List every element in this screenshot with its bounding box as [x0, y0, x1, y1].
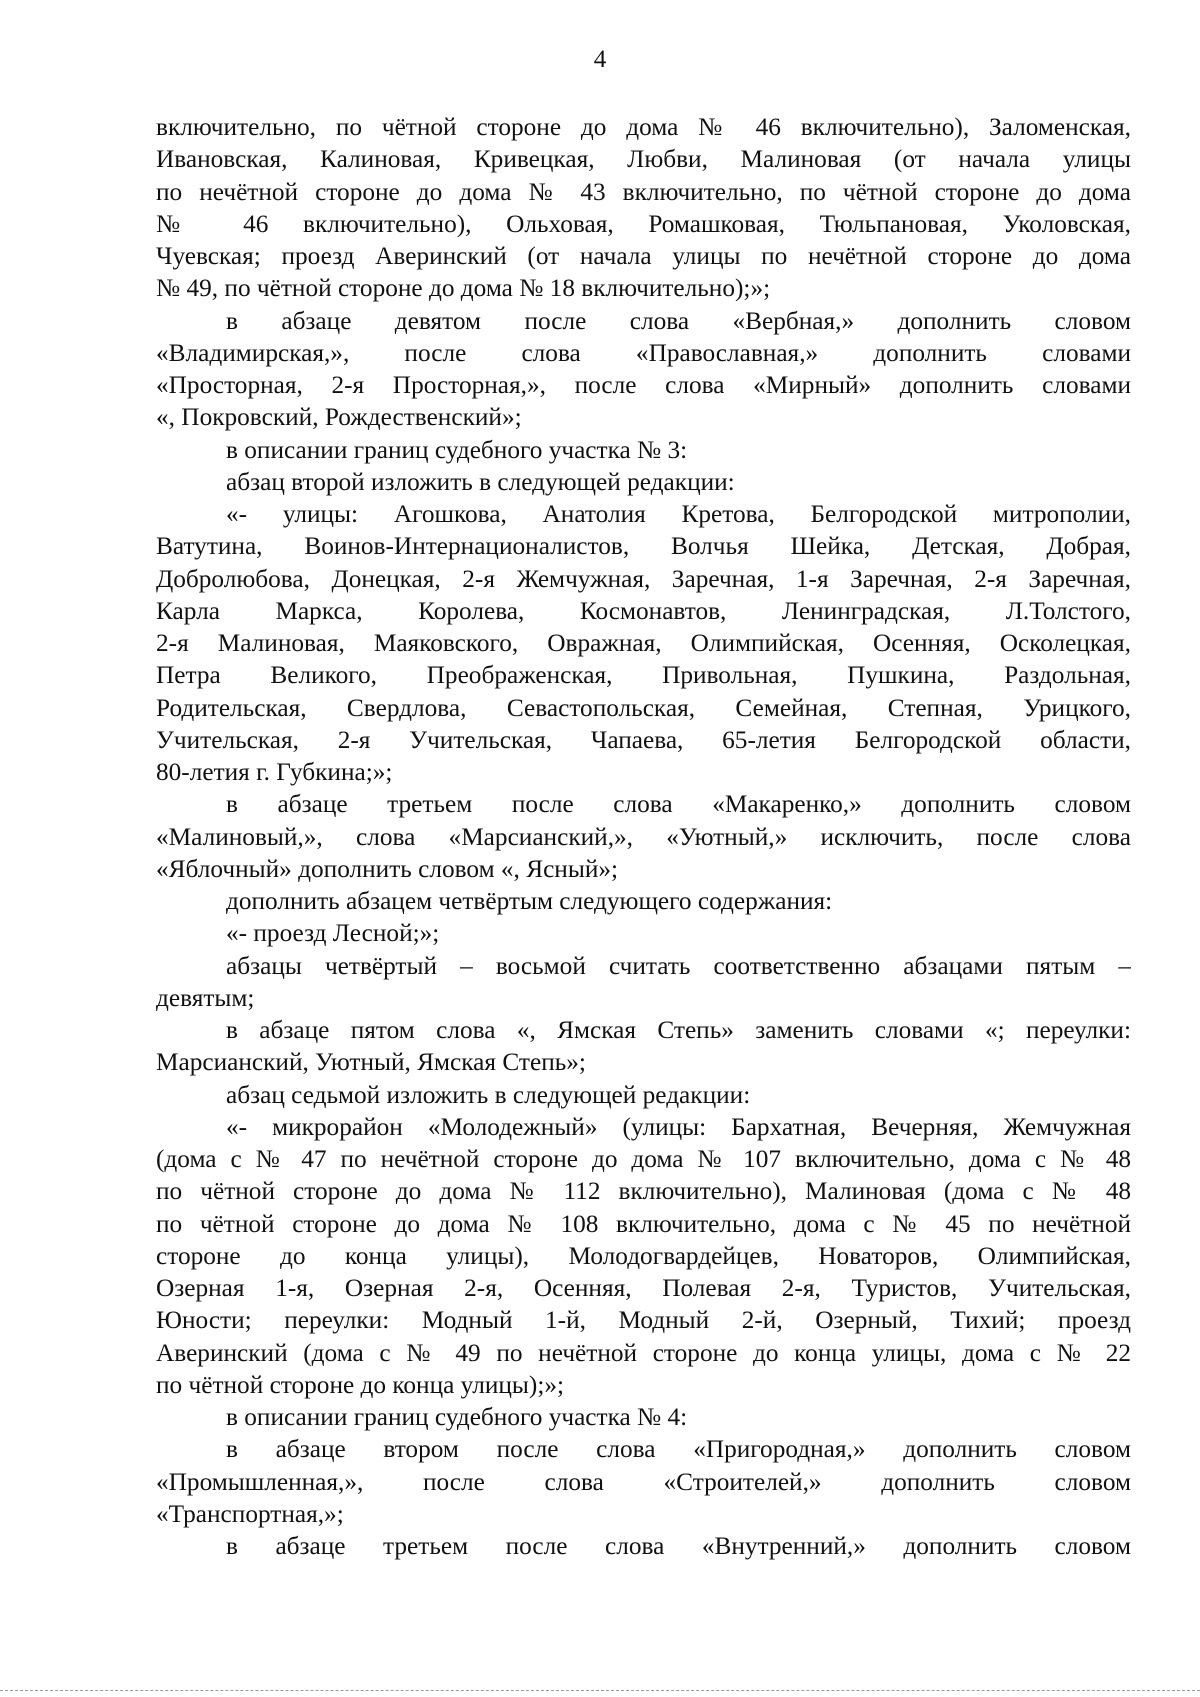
text-line: в абзаце девятом после слова «Вербная,» дополнить словом [226, 306, 1131, 335]
text-line: дополнить абзацем четвёртым следующего содержания: [226, 887, 833, 915]
text-line: абзацы четвёртый – восьмой считать соответственно абзацами пятым – [226, 951, 1131, 980]
text-line: абзац седьмой изложить в следующей редакции: [226, 1080, 751, 1109]
text-line: Ивановская, Калиновая, Кривецкая, Любви, Малиновая (от начала улицы [156, 145, 1131, 174]
scan-edge-divider [0, 1690, 1200, 1691]
text-line: Петра Великого, Преображенская, Привольная, Пушкина, Раздольная, [156, 661, 1131, 690]
text-line: в абзаце пятом слова «, Ямская Степь» заменить словами «; переулки: [226, 1016, 1131, 1044]
text-line: Марсианский, Уютный, Ямская Степь»; [156, 1048, 586, 1077]
text-line: «Малиновый,», слова «Марсианский,», «Уютный,» исключить, после слова [156, 822, 1131, 851]
page-number: 4 [593, 46, 607, 73]
text-line: «- микрорайон «Молодежный» (улицы: Бархатная, Вечерняя, Жемчужная [226, 1112, 1131, 1141]
text-line: 2-я Малиновая, Маяковского, Овражная, Олимпийская, Осенняя, Осколецкая, [156, 629, 1131, 657]
text-line: Родительская, Свердлова, Севастопольская, Семейная, Степная, Урицкого, [156, 693, 1131, 722]
text-line: Аверинский (дома с № 49 по нечётной стороне до конца улицы, дома с № 22 [156, 1338, 1131, 1367]
text-line: Юности; переулки: Модный 1-й, Модный 2-й, Озерный, Тихий; проезд [156, 1306, 1131, 1335]
text-line: «Транспортная,»; [156, 1499, 344, 1528]
text-line: по нечётной стороне до дома № 43 включительно, по чётной стороне до дома [156, 177, 1131, 206]
text-line: в абзаце втором после слова «Пригородная,» дополнить словом [226, 1435, 1131, 1464]
text-line: Озерная 1-я, Озерная 2-я, Осенняя, Полевая 2-я, Туристов, Учительская, [156, 1274, 1131, 1302]
text-line: в абзаце третьем после слова «Внутренний,» дополнить словом [226, 1532, 1131, 1560]
text-line: № 46 включительно), Ольховая, Ромашковая, Тюльпановая, Уколовская, [156, 209, 1131, 238]
document-body [156, 111, 1131, 1562]
text-line: девятым; [156, 983, 255, 1012]
text-line: Добролюбова, Донецкая, 2-я Жемчужная, Заречная, 1-я Заречная, 2-я Заречная, [156, 564, 1131, 593]
text-line: включительно, по чётной стороне до дома № 46 включительно), Заломенская, [156, 113, 1131, 141]
text-line: в описании границ судебного участка № 3: [226, 435, 688, 464]
text-line: в абзаце третьем после слова «Макаренко,» дополнить словом [226, 790, 1131, 819]
text-line: «Просторная, 2-я Просторная,», после слова «Мирный» дополнить словами [156, 371, 1131, 399]
text-line: по чётной стороне до дома № 112 включительно), Малиновая (дома с № 48 [156, 1177, 1131, 1206]
text-line: № 49, по чётной стороне до дома № 18 включительно);»; [156, 274, 771, 303]
text-line: «Владимирская,», после слова «Православная,» дополнить словами [156, 338, 1131, 367]
text-line: «- проезд Лесной;»; [226, 919, 440, 948]
text-line: стороне до конца улицы), Молодогвардейцев, Новаторов, Олимпийская, [156, 1241, 1131, 1270]
text-line: в описании границ судебного участка № 4: [226, 1403, 688, 1431]
text-line: 80-летия г. Губкина;»; [156, 758, 393, 786]
text-line: Карла Маркса, Королева, Космонавтов, Ленинградская, Л.Толстого, [156, 596, 1131, 625]
text-line: Учительская, 2-я Учительская, Чапаева, 65-летия Белгородской области, [156, 725, 1131, 754]
text-line: «Яблочный» дополнить словом «, Ясный»; [156, 854, 619, 883]
text-line: по чётной стороне до конца улицы);»; [156, 1370, 565, 1399]
text-line: Ватутина, Воинов-Интернационалистов, Волчья Шейка, Детская, Добрая, [156, 532, 1131, 561]
text-line: абзац второй изложить в следующей редакции: [226, 467, 735, 496]
text-line: «- улицы: Агошкова, Анатолия Кретова, Белгородской митрополии, [226, 500, 1131, 528]
text-line: по чётной стороне до дома № 108 включительно, дома с № 45 по нечётной [156, 1209, 1131, 1238]
text-line: (дома с № 47 по нечётной стороне до дома № 107 включительно, дома с № 48 [156, 1145, 1131, 1173]
text-line: Чуевская; проезд Аверинский (от начала улицы по нечётной стороне до дома [156, 242, 1131, 270]
text-line: «, Покровский, Рождественский»; [156, 403, 522, 432]
text-line: «Промышленная,», после слова «Строителей,» дополнить словом [156, 1467, 1131, 1496]
